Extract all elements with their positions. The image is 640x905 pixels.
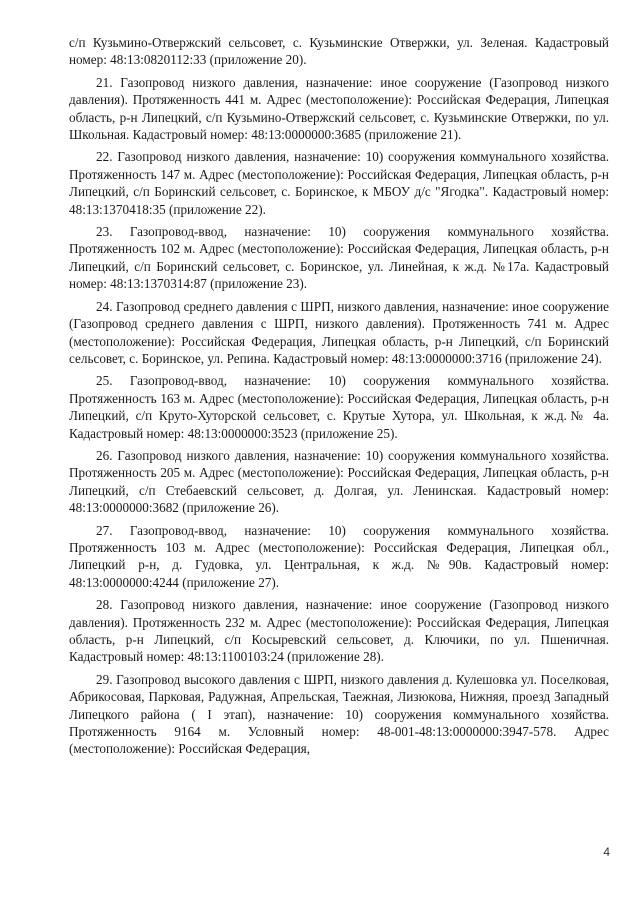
document-page <box>69 34 609 763</box>
paragraph-26: 26. Газопровод низкого давления, назначение: 10) сооружения коммунального хозяйства. Протяженность 205 м. Адрес (местоположение): Российская Федерация, Липецкая область, р-н Липецкий, с/п Стебаевский сельсовет, д. Долгая, ул. Ленинская. Кадастровый номер: 48:13:0000000:3682 (приложение 26). <box>69 447 609 516</box>
paragraph-24: 24. Газопровод среднего давления с ШРП, низкого давления, назначение: иное сооружение (Газопровод среднего давления с ШРП, низкого давления). Протяженность 741 м. Адрес (местоположение): Российская Федерация, Липецкая область, р-н Липецкий, с/п Боринский сельсовет, с. Боринское, ул. Репина. Кадастровый номер: 48:13:0000000:3716 (приложение 24). <box>69 298 609 366</box>
paragraph-25: 25. Газопровод-ввод, назначение: 10) сооружения коммунального хозяйства. Протяженность 163 м. Адрес (местоположение): Российская Федерация, Липецкая область, р-н Липецкий, с/п Круто-Хуторской сельсовет, с. Крутые Хутора, ул. Школьная, к ж.д.№ 4а. Кадастровый номер: 48:13:0000000:3523 (приложение 25). <box>69 373 609 441</box>
paragraph-21: 21. Газопровод низкого давления, назначение: иное сооружение (Газопровод низкого давления). Протяженность 441 м. Адрес (местоположение): Российская Федерация, Липецкая область, р-н Липецкий, с/п Кузьмино-Отвержский сельсовет, с. Кузьминские Отвержки, по ул. Школьная. Кадастровый номер: 48:13:0000000:3685 (приложение 21). <box>69 74 609 143</box>
page-number: 4 <box>603 845 610 859</box>
paragraph-29: 29. Газопровод высокого давления с ШРП, низкого давления д. Кулешовка ул. Поселковая, Абрикосовая, Парковая, Радужная, Апрельская, Таежная, Лизюкова, Нижняя, проезд Западный Липецкого района ( I этап), назначение: 10) сооружения коммунального хозяйства. Протяженность 9164 м. Условный номер: 48-001-48:13:0000000:3947-578. Адрес (местоположение): Российская Федерация, <box>69 671 609 757</box>
paragraph-27: 27. Газопровод-ввод, назначение: 10) сооружения коммунального хозяйства. Протяженность 103 м. Адрес (местоположение): Российская Федерация, Липецкая обл., Липецкий р-н, д. Гудовка, ул. Центральная, к ж.д. №90в. Кадастровый номер: 48:13:0000000:4244 (приложение 27). <box>69 522 609 590</box>
paragraph-23: 23. Газопровод-ввод, назначение: 10) сооружения коммунального хозяйства. Протяженность 102 м. Адрес (местоположение): Российская Федерация, Липецкая область, р-н Липецкий, с/п Боринский сельсовет, с. Боринское, ул. Линейная, к ж.д. №17а. Кадастровый номер: 48:13:1370314:87 (приложение 23). <box>69 224 609 292</box>
paragraph-20-continuation: с/п Кузьмино-Отвержский сельсовет, с. Кузьминские Отвержки, ул. Зеленая. Кадастровый номер: 48:13:0820112:33 (приложение 20). <box>69 35 609 68</box>
paragraph-28: 28. Газопровод низкого давления, назначение: иное сооружение (Газопровод низкого давления). Протяженность 232 м. Адрес (местоположение): Российская Федерация, Липецкая область, р-н Липецкий, с/п Косыревский сельсовет, д. Ключики, по ул. Пшеничная. Кадастровый номер: 48:13:1100103:24 (приложение 28). <box>69 597 609 665</box>
paragraph-22: 22. Газопровод низкого давления, назначение: 10) сооружения коммунального хозяйства. Протяженность 147 м. Адрес (местоположение): Российская Федерация, Липецкая область, р-н Липецкий, с/п Боринский сельсовет, с. Боринское, к МБОУ д/с "Ягодка". Кадастровый номер: 48:13:1370418:35 (приложение 22). <box>69 149 609 217</box>
